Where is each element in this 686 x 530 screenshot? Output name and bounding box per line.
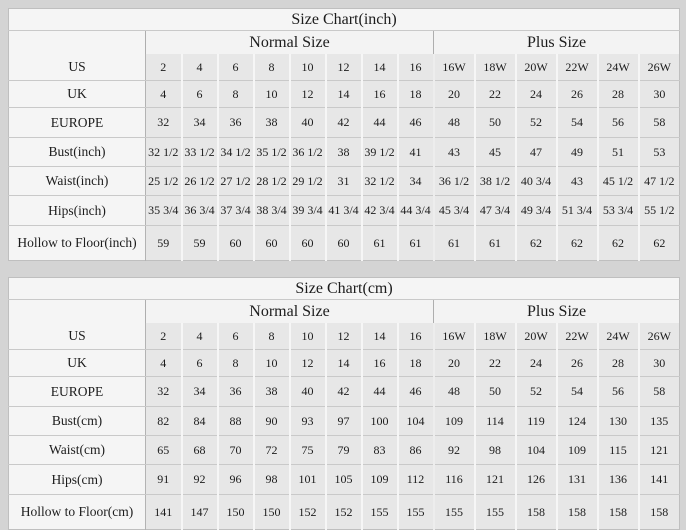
- size-cell: 4: [146, 81, 182, 108]
- corner-cell: [9, 31, 146, 55]
- column-group-row: [9, 300, 680, 324]
- size-cell: 83: [362, 436, 398, 465]
- size-cell: 20: [434, 350, 475, 377]
- row-label: EUROPE: [9, 108, 146, 138]
- size-cell: 4: [146, 350, 182, 377]
- size-cell: 41: [398, 138, 434, 167]
- size-cell: 44: [362, 108, 398, 138]
- size-cell: 38: [254, 377, 290, 407]
- size-cell: 22W: [557, 54, 598, 81]
- size-cell: 61: [434, 226, 475, 261]
- row-label: Bust(cm): [9, 407, 146, 436]
- size-cell: 44: [362, 377, 398, 407]
- size-cell: 16W: [434, 323, 475, 350]
- size-cell: 56: [598, 377, 639, 407]
- size-cell: 92: [434, 436, 475, 465]
- size-cell: 70: [218, 436, 254, 465]
- size-cell: 22: [475, 350, 516, 377]
- size-cell: 6: [182, 81, 218, 108]
- size-cell: 61: [362, 226, 398, 261]
- size-cell: 97: [326, 407, 362, 436]
- size-cell: 124: [557, 407, 598, 436]
- size-cell: 36: [218, 377, 254, 407]
- table-row: [9, 323, 680, 350]
- size-cell: 26W: [639, 54, 680, 81]
- size-cell: 158: [598, 495, 639, 530]
- size-cell: 116: [434, 465, 475, 495]
- size-cell: 38: [326, 138, 362, 167]
- size-cell: 38 1/2: [475, 167, 516, 196]
- size-cell: 8: [254, 323, 290, 350]
- size-cell: 10: [290, 323, 326, 350]
- row-label: Hips(inch): [9, 196, 146, 226]
- size-cell: 4: [182, 54, 218, 81]
- size-cell: 36 3/4: [182, 196, 218, 226]
- size-cell: 12: [290, 81, 326, 108]
- size-cell: 86: [398, 436, 434, 465]
- size-cell: 28: [598, 350, 639, 377]
- size-cell: 115: [598, 436, 639, 465]
- size-cell: 16: [362, 81, 398, 108]
- size-cell: 34 1/2: [218, 138, 254, 167]
- table-row: [9, 495, 680, 530]
- size-cell: 53 3/4: [598, 196, 639, 226]
- size-cell: 40 3/4: [516, 167, 557, 196]
- size-cell: 150: [218, 495, 254, 530]
- size-cell: 62: [598, 226, 639, 261]
- size-cell: 42: [326, 108, 362, 138]
- size-cell: 42 3/4: [362, 196, 398, 226]
- size-cell: 14: [326, 81, 362, 108]
- size-cell: 47 3/4: [475, 196, 516, 226]
- size-cell: 158: [516, 495, 557, 530]
- table-row: [9, 465, 680, 495]
- size-cell: 50: [475, 377, 516, 407]
- size-cell: 41 3/4: [326, 196, 362, 226]
- size-cell: 119: [516, 407, 557, 436]
- size-cell: 147: [182, 495, 218, 530]
- size-cell: 30: [639, 350, 680, 377]
- table-row: [9, 81, 680, 108]
- size-cell: 135: [639, 407, 680, 436]
- size-cell: 33 1/2: [182, 138, 218, 167]
- size-cell: 8: [218, 81, 254, 108]
- row-label: Waist(cm): [9, 436, 146, 465]
- size-cell: 39 1/2: [362, 138, 398, 167]
- table-row: [9, 436, 680, 465]
- size-cell: 88: [218, 407, 254, 436]
- row-label: US: [9, 54, 146, 81]
- table-row: [9, 407, 680, 436]
- table-row: [9, 196, 680, 226]
- size-cell: 32 1/2: [146, 138, 182, 167]
- size-cell: 36: [218, 108, 254, 138]
- size-cell: 104: [516, 436, 557, 465]
- size-cell: 114: [475, 407, 516, 436]
- size-cell: 14: [326, 350, 362, 377]
- size-cell: 24W: [598, 54, 639, 81]
- size-cell: 30: [639, 81, 680, 108]
- size-cell: 10: [254, 81, 290, 108]
- size-cell: 12: [326, 323, 362, 350]
- size-cell: 136: [598, 465, 639, 495]
- size-cell: 22W: [557, 323, 598, 350]
- size-cell: 58: [639, 108, 680, 138]
- size-cell: 53: [639, 138, 680, 167]
- size-cell: 84: [182, 407, 218, 436]
- size-cell: 46: [398, 108, 434, 138]
- size-cell: 12: [326, 54, 362, 81]
- size-cell: 109: [434, 407, 475, 436]
- size-cell: 62: [516, 226, 557, 261]
- size-cell: 75: [290, 436, 326, 465]
- size-cell: 28 1/2: [254, 167, 290, 196]
- size-cell: 43: [434, 138, 475, 167]
- size-cell: 14: [362, 323, 398, 350]
- table-row: [9, 350, 680, 377]
- size-cell: 27 1/2: [218, 167, 254, 196]
- size-cell: 20W: [516, 54, 557, 81]
- size-cell: 16: [398, 323, 434, 350]
- size-cell: 40: [290, 377, 326, 407]
- size-cell: 92: [182, 465, 218, 495]
- size-cell: 104: [398, 407, 434, 436]
- table-row: [9, 167, 680, 196]
- row-label: Hips(cm): [9, 465, 146, 495]
- size-cell: 100: [362, 407, 398, 436]
- size-cell: 44 3/4: [398, 196, 434, 226]
- size-cell: 25 1/2: [146, 167, 182, 196]
- size-cell: 101: [290, 465, 326, 495]
- size-cell: 72: [254, 436, 290, 465]
- size-cell: 32: [146, 108, 182, 138]
- row-label: US: [9, 323, 146, 350]
- size-cell: 155: [362, 495, 398, 530]
- size-cell: 82: [146, 407, 182, 436]
- table-title-row: [9, 278, 680, 300]
- size-cell: 126: [516, 465, 557, 495]
- size-cell: 45 1/2: [598, 167, 639, 196]
- size-cell: 58: [639, 377, 680, 407]
- size-cell: 8: [254, 54, 290, 81]
- column-group-row: [9, 31, 680, 55]
- size-cell: 29 1/2: [290, 167, 326, 196]
- size-cell: 130: [598, 407, 639, 436]
- size-cell: 20W: [516, 323, 557, 350]
- size-cell: 98: [254, 465, 290, 495]
- size-cell: 10: [290, 54, 326, 81]
- size-cell: 24: [516, 81, 557, 108]
- row-label: Waist(inch): [9, 167, 146, 196]
- table-title-row: [9, 9, 680, 31]
- size-cell: 18W: [475, 323, 516, 350]
- size-cell: 4: [182, 323, 218, 350]
- size-cell: 43: [557, 167, 598, 196]
- size-cell: 16W: [434, 54, 475, 81]
- table-row: [9, 226, 680, 261]
- size-cell: 18W: [475, 54, 516, 81]
- size-cell: 37 3/4: [218, 196, 254, 226]
- size-chart-cm-body: [9, 323, 680, 530]
- size-cell: 26: [557, 350, 598, 377]
- row-label: Hollow to Floor(cm): [9, 495, 146, 530]
- size-cell: 98: [475, 436, 516, 465]
- size-cell: 35 3/4: [146, 196, 182, 226]
- table-title: Size Chart(inch): [9, 9, 680, 31]
- size-cell: 28: [598, 81, 639, 108]
- size-cell: 6: [218, 54, 254, 81]
- size-cell: 34: [398, 167, 434, 196]
- size-cell: 45 3/4: [434, 196, 475, 226]
- corner-cell: [9, 300, 146, 324]
- size-cell: 155: [434, 495, 475, 530]
- size-cell: 109: [362, 465, 398, 495]
- size-cell: 24W: [598, 323, 639, 350]
- size-cell: 24: [516, 350, 557, 377]
- size-cell: 141: [146, 495, 182, 530]
- size-cell: 8: [218, 350, 254, 377]
- size-cell: 91: [146, 465, 182, 495]
- size-cell: 52: [516, 377, 557, 407]
- row-label: EUROPE: [9, 377, 146, 407]
- size-cell: 59: [182, 226, 218, 261]
- size-cell: 158: [557, 495, 598, 530]
- size-cell: 31: [326, 167, 362, 196]
- size-cell: 20: [434, 81, 475, 108]
- row-label: UK: [9, 81, 146, 108]
- size-cell: 46: [398, 377, 434, 407]
- size-cell: 60: [290, 226, 326, 261]
- size-cell: 34: [182, 377, 218, 407]
- size-cell: 51: [598, 138, 639, 167]
- size-cell: 32: [146, 377, 182, 407]
- size-cell: 18: [398, 350, 434, 377]
- size-cell: 48: [434, 108, 475, 138]
- size-cell: 14: [362, 54, 398, 81]
- size-cell: 155: [475, 495, 516, 530]
- size-cell: 48: [434, 377, 475, 407]
- size-cell: 26W: [639, 323, 680, 350]
- size-cell: 2: [146, 54, 182, 81]
- size-cell: 158: [639, 495, 680, 530]
- size-cell: 49 3/4: [516, 196, 557, 226]
- table-row: [9, 377, 680, 407]
- size-cell: 50: [475, 108, 516, 138]
- size-cell: 47: [516, 138, 557, 167]
- group-header-normal-size: Normal Size: [146, 31, 434, 55]
- table-row: [9, 138, 680, 167]
- size-cell: 90: [254, 407, 290, 436]
- size-cell: 105: [326, 465, 362, 495]
- table-row: [9, 108, 680, 138]
- size-cell: 18: [398, 81, 434, 108]
- table-title: Size Chart(cm): [9, 278, 680, 300]
- size-cell: 22: [475, 81, 516, 108]
- size-cell: 56: [598, 108, 639, 138]
- size-cell: 16: [398, 54, 434, 81]
- size-chart-cm-table: [8, 277, 680, 530]
- size-cell: 59: [146, 226, 182, 261]
- size-cell: 54: [557, 108, 598, 138]
- row-label: Bust(inch): [9, 138, 146, 167]
- size-cell: 34: [182, 108, 218, 138]
- size-cell: 6: [182, 350, 218, 377]
- size-cell: 16: [362, 350, 398, 377]
- size-cell: 51 3/4: [557, 196, 598, 226]
- size-cell: 36 1/2: [290, 138, 326, 167]
- size-cell: 62: [557, 226, 598, 261]
- size-cell: 112: [398, 465, 434, 495]
- size-cell: 121: [475, 465, 516, 495]
- size-cell: 61: [475, 226, 516, 261]
- size-cell: 60: [218, 226, 254, 261]
- size-cell: 26: [557, 81, 598, 108]
- size-cell: 121: [639, 436, 680, 465]
- size-cell: 54: [557, 377, 598, 407]
- size-cell: 49: [557, 138, 598, 167]
- size-cell: 96: [218, 465, 254, 495]
- table-row: [9, 54, 680, 81]
- size-cell: 39 3/4: [290, 196, 326, 226]
- size-cell: 32 1/2: [362, 167, 398, 196]
- group-header-plus-size: Plus Size: [434, 300, 680, 324]
- size-cell: 6: [218, 323, 254, 350]
- size-cell: 152: [326, 495, 362, 530]
- size-cell: 42: [326, 377, 362, 407]
- group-header-plus-size: Plus Size: [434, 31, 680, 55]
- size-chart-inch-table: [8, 8, 680, 261]
- size-cell: 55 1/2: [639, 196, 680, 226]
- size-cell: 155: [398, 495, 434, 530]
- size-cell: 40: [290, 108, 326, 138]
- size-cell: 109: [557, 436, 598, 465]
- size-cell: 26 1/2: [182, 167, 218, 196]
- size-cell: 61: [398, 226, 434, 261]
- size-cell: 2: [146, 323, 182, 350]
- size-cell: 35 1/2: [254, 138, 290, 167]
- size-cell: 36 1/2: [434, 167, 475, 196]
- size-cell: 52: [516, 108, 557, 138]
- size-cell: 10: [254, 350, 290, 377]
- size-cell: 60: [326, 226, 362, 261]
- size-cell: 62: [639, 226, 680, 261]
- size-cell: 12: [290, 350, 326, 377]
- size-cell: 38: [254, 108, 290, 138]
- size-cell: 79: [326, 436, 362, 465]
- size-cell: 150: [254, 495, 290, 530]
- size-cell: 65: [146, 436, 182, 465]
- row-label: UK: [9, 350, 146, 377]
- group-header-normal-size: Normal Size: [146, 300, 434, 324]
- size-cell: 47 1/2: [639, 167, 680, 196]
- size-cell: 60: [254, 226, 290, 261]
- size-cell: 141: [639, 465, 680, 495]
- size-cell: 45: [475, 138, 516, 167]
- size-chart-inch-body: [9, 54, 680, 261]
- row-label: Hollow to Floor(inch): [9, 226, 146, 261]
- size-cell: 68: [182, 436, 218, 465]
- size-cell: 93: [290, 407, 326, 436]
- size-cell: 131: [557, 465, 598, 495]
- size-cell: 38 3/4: [254, 196, 290, 226]
- size-cell: 152: [290, 495, 326, 530]
